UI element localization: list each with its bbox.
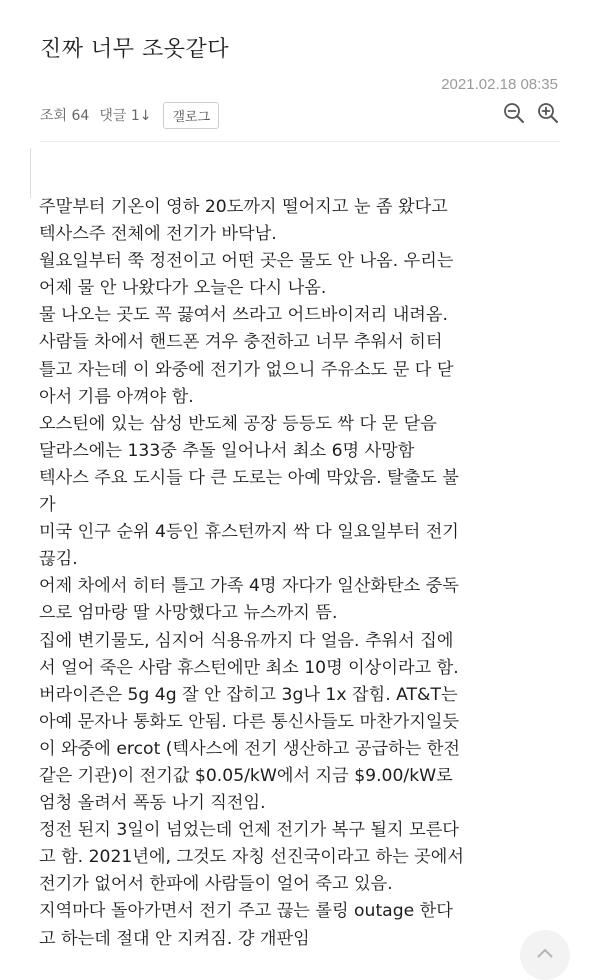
content-line: 가 xyxy=(39,495,56,516)
content-line: 전기가 없어서 한파에 사람들이 얼어 죽고 있음. xyxy=(39,874,393,895)
content-line: 아예 문자나 통화도 안됨. 다른 통신사들도 마찬가지일듯 xyxy=(39,711,460,732)
zoom-out-icon[interactable] xyxy=(502,101,526,125)
post-meta-row xyxy=(40,101,560,129)
content-line: 텍사스 주요 도시들 다 큰 도로는 아예 막았음. 탈출도 불 xyxy=(39,467,459,488)
scroll-top-button[interactable] xyxy=(520,930,570,980)
content-line: 오스틴에 있는 삼성 반도체 공장 등등도 싹 다 문 닫음 xyxy=(39,413,437,434)
content-line: 어제 차에서 히터 틀고 가족 4명 자다가 일산화탄소 중독 xyxy=(39,576,459,597)
content-line: 텍사스주 전체에 전기가 바닥남. xyxy=(39,224,277,245)
content-line: 끊김. xyxy=(39,549,78,570)
content-line: 주말부터 기온이 영하 20도까지 떨어지고 눈 좀 왔다고 xyxy=(39,197,448,217)
content-line: 월요일부터 쭉 정전이고 어떤 곳은 물도 안 나옴. 우리는 xyxy=(39,251,454,272)
zoom-controls xyxy=(502,101,560,125)
content-line: 사람들 차에서 핸드폰 겨우 충전하고 너무 추워서 히터 xyxy=(39,332,443,353)
content-left-border xyxy=(30,148,31,198)
content-line: 달라스에는 133중 추돌 일어나서 최소 6명 사망함 xyxy=(39,440,415,461)
content-line: 이 와중에 ercot (텍사스에 전기 생산하고 공급하는 한전 xyxy=(39,738,460,759)
content-line: 으로 엄마랑 딸 사망했다고 뉴스까지 뜸. xyxy=(39,603,338,624)
content-line: 지역마다 돌아가면서 전기 주고 끊는 롤링 outage 한다 xyxy=(39,901,453,922)
content-line: 틀고 자는데 이 와중에 전기가 없으니 주유소도 문 다 닫 xyxy=(39,359,454,380)
chevron-up-icon xyxy=(533,942,557,966)
content-line: 어제 물 안 나왔다가 오늘은 다시 나옴. xyxy=(39,278,327,299)
comment-count-link[interactable]: 댓글 1↓ xyxy=(99,108,152,124)
content-line: 정전 된지 3일이 넘었는데 언제 전기가 복구 될지 모른다 xyxy=(39,820,459,841)
post-content xyxy=(39,194,564,953)
content-line: 고 함. 2021년에, 그것도 자칭 선진국이라고 하는 곳에서 xyxy=(39,847,464,868)
content-line: 집에 변기물도, 심지어 식용유까지 다 얼음. 추워서 집에 xyxy=(39,630,454,651)
content-line: 미국 인구 순위 4등인 휴스턴까지 싹 다 일요일부터 전기 xyxy=(39,522,459,543)
content-line: 고 하는데 절대 안 지켜짐. 걍 개판임 xyxy=(39,928,310,949)
view-count: 조회 64 xyxy=(40,108,90,124)
content-line: 아서 기름 아껴야 함. xyxy=(39,386,194,407)
content-line: 엄청 올려서 폭동 나기 직전임. xyxy=(39,793,266,814)
content-line: 서 얼어 죽은 사람 휴스턴에만 최소 10명 이상이라고 함. xyxy=(39,657,459,678)
header-divider xyxy=(40,141,560,142)
content-line: 물 나오는 곳도 꼭 끓여서 쓰라고 어드바이저리 내려옴. xyxy=(39,305,448,326)
zoom-in-icon[interactable] xyxy=(536,101,560,125)
content-line: 같은 기관)이 전기값 $0.05/kW에서 지금 $9.00/kW로 xyxy=(39,765,453,786)
post-date: 2021.02.18 08:35 xyxy=(441,76,558,93)
post-title: 진짜 너무 조옷같다 xyxy=(40,37,230,62)
gallery-button[interactable]: 갤로그 xyxy=(163,102,219,129)
content-line: 버라이즌은 5g 4g 잘 안 잡히고 3g나 1x 잡힘. AT&T는 xyxy=(39,684,458,705)
